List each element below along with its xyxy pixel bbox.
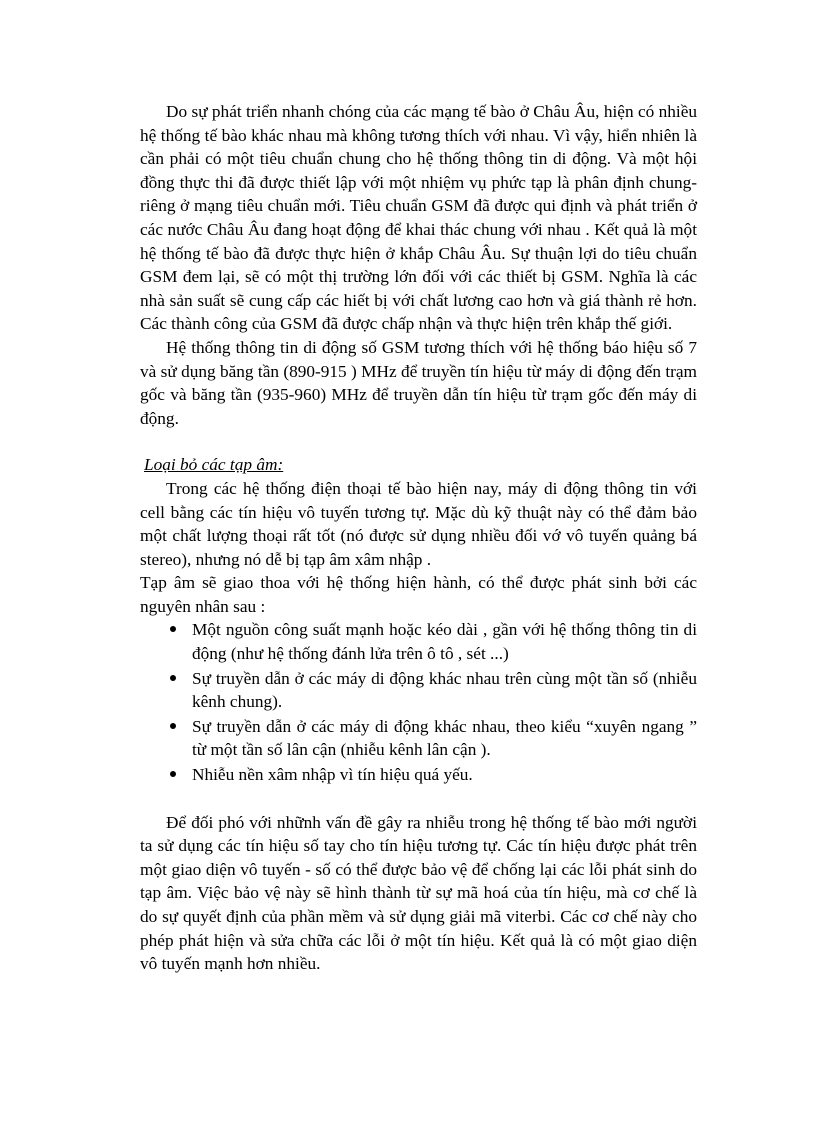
paragraph-gap [140,430,697,453]
paragraph-noise-causes: Tạp âm sẽ giao thoa với hệ thống hiện hành, có thể được phát sinh bởi các nguyên nhân sau : [140,573,697,616]
paragraph-gap [140,788,697,811]
list-item-text: Sự truyền dẫn ở các máy di động khác nhau trên cùng một tần số (nhiễu kênh chung). [192,668,697,712]
list-item [192,763,697,787]
list-item [192,667,697,714]
paragraph-gsm-intro: Do sự phát triển nhanh chóng của các mạng tế bào ở Châu Âu, hiện có nhiều hệ thống tế bào khác nhau mà không tương thích với nhau. Vì vậy, hiển nhiên là cần phải có một tiêu chuẩn chung cho hệ thống thông tin di động. Và một hội đồng thực thi đã được thiết lập với một nhiệm vụ phức tạp là phân định chung-riêng ở mạng tiêu chuẩn mới. Tiêu chuẩn GSM đã được qui định và phát triển ở các nước Châu Âu đang hoạt động để khai thác chung với nhau . Kết quả là một hệ thống tế bào đã được thực hiện ở khắp Châu Âu. Sự thuận lợi do tiêu chuẩn GSM đem lại, sẽ có một thị trường lớn đối với các thiết bị GSM. Nghĩa là các nhà sản suất sẽ cung cấp các hiết bị với chất lương cao hơn và giá thành rẻ hơn. Các thành công của GSM đã được chấp nhận và thực hiện trên khắp thế giới. [140,102,697,334]
list-item-text: Một nguồn công suất mạnh hoặc kéo dài , gần với hệ thống thông tin di động (như hệ thống đánh lửa trên ô tô , sét ...) [192,620,697,664]
page-content [140,100,697,976]
list-item-text: Nhiễu nền xâm nhập vì tín hiệu quá yếu. [192,765,473,785]
paragraph-gsm-bands: Hệ thống thông tin di động số GSM tương thích với hệ thống báo hiệu số 7 và sử dụng băng tần (890-915 ) MHz để truyền tín hiệu từ máy di động đến trạm gốc và băng tần (935-960) MHz để truyền dẫn tín hiệu từ trạm gốc đến máy di động. [140,337,697,428]
bullet-icon [170,771,176,777]
bullet-icon [170,675,176,681]
bullet-icon [170,723,176,729]
list-item [192,715,697,762]
paragraph-analog-signals: Trong các hệ thống điện thoại tế bào hiện nay, máy di động thông tin với cell bằng các tín hiệu vô tuyến tương tự. Mặc dù kỹ thuật này có thể đảm bảo một chất lượng thoại rất tốt (nó được sử dụng nhiều đối vớ vô tuyến quảng bá stereo), nhưng nó dễ bị tạp âm xâm nhập . [140,478,697,569]
noise-causes-list [140,618,697,786]
paragraph-digital-signals: Để đối phó với nhữnh vấn đề gây ra nhiễu trong hệ thống tế bào mới người ta sử dụng các tín hiệu số tay cho tín hiệu tương tự. Các tín hiệu được phát trên một giao diện vô tuyến - số có thể được bảo vệ để chống lại các lỗi phát sinh do tạp âm. Việc bảo vệ này sẽ hình thành từ sự mã hoá của tín hiệu, mà cơ chế là do sự quyết định của phần mềm và sử dụng giải mã viterbi. Các cơ chế này cho phép phát hiện và sửa chữa các lỗi ở một tín hiệu. Kết quả là có một giao diện vô tuyến mạnh hơn nhiều. [140,812,697,974]
section-heading: Loại bỏ các tạp âm: [144,455,284,475]
bullet-icon [170,626,176,632]
list-item [192,618,697,665]
list-item-text: Sự truyền dẫn ở các máy di động khác nhau, theo kiểu “xuyên ngang ” từ một tần số lân cận (nhiễu kênh lân cận ). [192,716,697,760]
